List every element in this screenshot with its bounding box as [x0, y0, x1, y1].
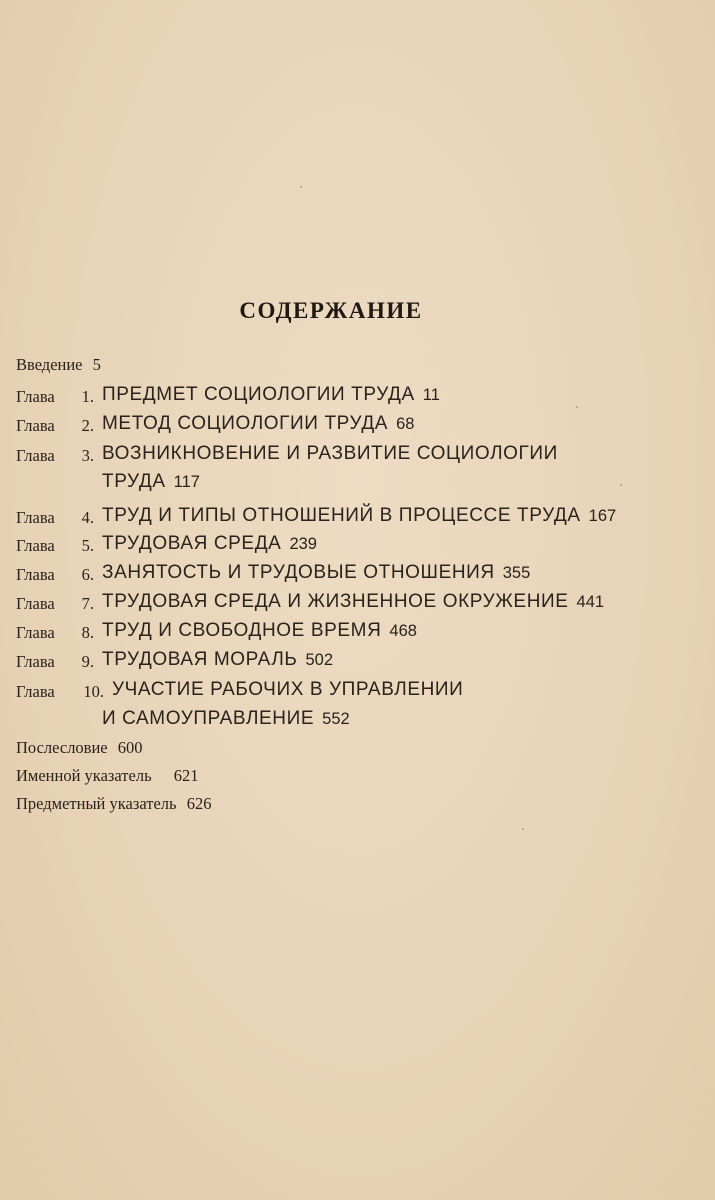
chapter-page: 11 [422, 386, 440, 404]
toc-entry-label: Послесловие [16, 738, 108, 757]
chapter-label: Глава [16, 565, 55, 584]
toc-entry-page: 621 [173, 766, 199, 785]
chapter-title-text: ТРУДА [102, 471, 166, 492]
toc-entry-afterword [16, 738, 143, 758]
toc-entry-label: Предметный указатель [16, 794, 177, 813]
chapter-label: Глава [16, 508, 55, 527]
chapter-label: Глава [16, 623, 55, 642]
chapter-title-text: ТРУД И СВОБОДНОЕ ВРЕМЯ [102, 620, 382, 641]
chapter-title [102, 649, 333, 671]
chapter-title [102, 505, 616, 527]
chapter-page: 167 [588, 507, 617, 525]
chapter-title-continued [102, 708, 350, 730]
chapter-label: Глава [16, 387, 55, 406]
chapter-title-text: ТРУДОВАЯ СРЕДА И ЖИЗНЕННОЕ ОКРУЖЕНИЕ [102, 591, 569, 612]
paper-speck [522, 828, 524, 830]
toc-entry-page: 600 [117, 738, 143, 757]
chapter-page: 468 [389, 622, 417, 640]
chapter-number: 4. [81, 508, 94, 527]
chapter-title [102, 413, 414, 435]
chapter-number: 8. [81, 623, 94, 642]
chapter-page: 502 [305, 651, 334, 669]
chapter-title-text: И САМОУПРАВЛЕНИЕ [102, 708, 315, 729]
chapter-label: Глава [16, 416, 55, 435]
chapter-label: Глава [16, 652, 55, 671]
chapter-number: 9. [81, 652, 94, 671]
chapter-page: 552 [322, 710, 350, 728]
toc-entry-page: 5 [92, 355, 101, 374]
chapter-title-text: ТРУД И ТИПЫ ОТНОШЕНИЙ В ПРОЦЕССЕ ТРУДА [102, 505, 581, 526]
chapter-label: Глава [16, 594, 55, 613]
chapter-title-text: ЗАНЯТОСТЬ И ТРУДОВЫЕ ОТНОШЕНИЯ [102, 562, 495, 583]
chapter-page: 117 [173, 473, 200, 491]
chapter-label: Глава [16, 536, 55, 555]
toc-entry-page: 626 [186, 794, 212, 813]
toc-entry-label: Введение [16, 355, 83, 374]
chapter-label: Глава [16, 446, 55, 465]
toc-entry-name-index [16, 766, 198, 786]
paper-speck [576, 406, 578, 408]
chapter-number: 6. [81, 565, 94, 584]
chapter-number: 5. [81, 536, 94, 555]
chapter-title-text: ТРУДОВАЯ СРЕДА [102, 533, 282, 554]
paper-speck [300, 186, 302, 188]
chapter-title-text: МЕТОД СОЦИОЛОГИИ ТРУДА [102, 413, 389, 434]
chapter-page: 441 [576, 593, 605, 611]
chapter-page: 355 [502, 564, 531, 582]
chapter-label: Глава [16, 682, 55, 701]
chapter-title [102, 562, 530, 584]
chapter-number: 1. [81, 387, 94, 406]
chapter-number: 7. [81, 594, 94, 613]
toc-entry-intro [16, 355, 101, 375]
chapter-title-continued [102, 471, 200, 493]
chapter-title-text: ТРУДОВАЯ МОРАЛЬ [102, 649, 298, 670]
paper-speck [620, 484, 622, 486]
chapter-title: ВОЗНИКНОВЕНИЕ И РАЗВИТИЕ СОЦИОЛОГИИ [102, 443, 558, 464]
chapter-page: 68 [396, 415, 415, 433]
toc-entry-subject-index [16, 794, 211, 814]
toc-entry-label: Именной указатель [16, 766, 152, 785]
contents-heading: СОДЕРЖАНИЕ [239, 298, 423, 323]
chapter-title [102, 533, 317, 555]
chapter-title: УЧАСТИЕ РАБОЧИХ В УПРАВЛЕНИИ [112, 679, 464, 700]
chapter-number: 2. [81, 416, 94, 435]
chapter-number: 10. [83, 682, 104, 701]
chapter-number: 3. [81, 446, 94, 465]
chapter-title [102, 384, 440, 406]
chapter-title-text: ПРЕДМЕТ СОЦИОЛОГИИ ТРУДА [102, 384, 415, 405]
chapter-page: 239 [289, 535, 317, 553]
chapter-title [102, 620, 417, 642]
chapter-title [102, 591, 604, 613]
